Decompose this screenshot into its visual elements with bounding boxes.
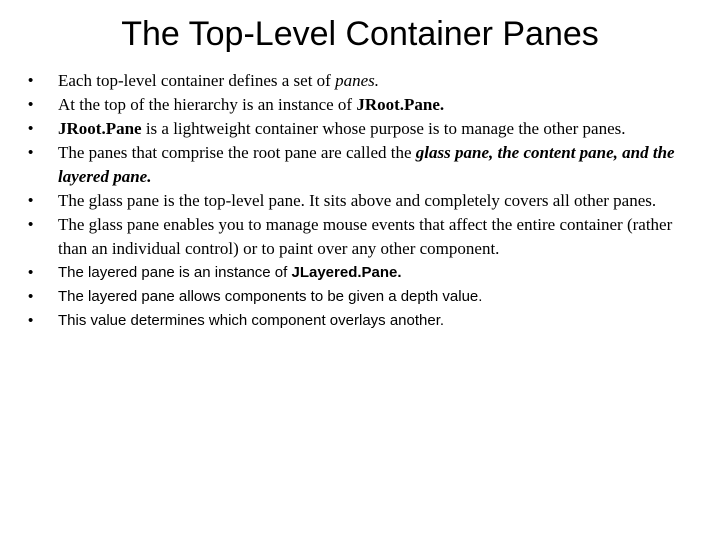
class-name-text: JLayered.Pane. [291,264,402,281]
bullet-item [28,261,688,285]
class-name-text: JRoot.Pane. [356,95,445,114]
bullet-icon: • [28,312,34,329]
bullet-text: The glass pane is the top-level pane. It sits above and completely covers all other panes. [58,191,657,210]
bullet-item [28,93,688,117]
bullet-list [28,69,688,333]
bullet-item [28,117,688,141]
bullet-icon: • [28,192,34,209]
bullet-item [28,213,688,261]
bullet-icon: • [28,96,34,113]
bullet-item [28,189,688,213]
bullet-text: This value determines which component overlays another. [58,312,445,329]
bullet-icon: • [28,72,34,89]
bullet-text: The glass pane enables you to manage mouse events that affect the entire container (rather than an individual control) or to paint over any other component. [58,215,673,258]
emphasis-text: glass pane, the content pane, and the layered pane. [58,143,675,186]
bullet-icon: • [28,288,34,305]
bullet-text: Each top-level container defines a set of [58,71,336,90]
bullet-icon: • [28,120,34,137]
class-name-text: JRoot.Pane [58,119,142,138]
bullet-text: is a lightweight container whose purpose is to manage the other panes. [141,119,626,138]
bullet-item [28,69,688,93]
bullet-icon: • [28,216,34,233]
slide-title: The Top-Level Container Panes [121,15,599,53]
emphasis-text: panes. [335,71,379,90]
bullet-item [28,285,688,309]
bullet-text: The layered pane is an instance of [58,264,292,281]
bullet-icon: • [28,144,34,161]
bullet-item [28,141,688,189]
bullet-text: The panes that comprise the root pane are called the [58,143,416,162]
bullet-icon: • [28,264,34,281]
bullet-text: The layered pane allows components to be given a depth value. [58,288,483,305]
bullet-item [28,309,688,333]
bullet-text: At the top of the hierarchy is an instance of [58,95,357,114]
